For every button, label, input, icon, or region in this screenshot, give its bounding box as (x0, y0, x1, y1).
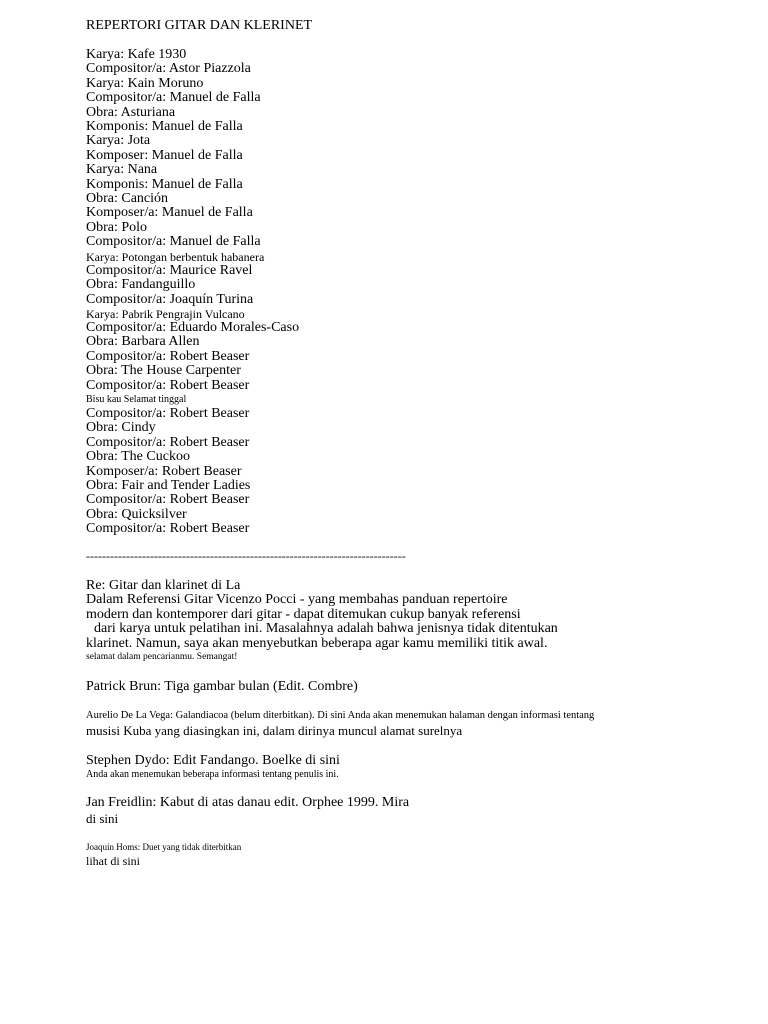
repertoire-line: Compositor/a: Maurice Ravel (86, 262, 253, 278)
repertoire-line: Karya: Nana (86, 162, 158, 178)
repertoire-line: Komponis: Manuel de Falla (86, 176, 243, 192)
reply-line: selamat dalam pencarianmu. Semangat! (86, 652, 238, 663)
reference-entries (86, 679, 726, 869)
repertoire-line: Karya: Potongan berbentuk habanera (86, 249, 265, 264)
repertoire-line: Compositor/a: Joaquín Turina (86, 291, 254, 307)
repertoire-line: Obra: Asturiana (86, 104, 176, 120)
reply-line: modern dan kontemporer dari gitar - dapat ditemukan cukup banyak referensi (86, 606, 521, 622)
entry-detail: Anda akan menemukan beberapa informasi tentang penulis ini. (86, 769, 339, 781)
repertoire-line: Komposer/a: Manuel de Falla (86, 205, 253, 221)
repertoire-line: Obra: Fair and Tender Ladies (86, 477, 251, 493)
repertoire-line: Obra: Barbara Allen (86, 334, 200, 350)
repertoire-line: Compositor/a: Robert Beaser (86, 348, 250, 364)
repertoire-line: Bisu kau Selamat tinggal (86, 393, 187, 405)
reference-entry (86, 753, 726, 781)
repertoire-line: Obra: The House Carpenter (86, 363, 241, 379)
repertoire-line: Obra: Fandanguillo (86, 277, 196, 293)
reference-entry (86, 709, 726, 739)
entry-heading: Jan Freidlin: Kabut di atas danau edit. Orphee 1999. Mira (86, 795, 410, 811)
repertoire-line: Obra: Quicksilver (86, 506, 187, 522)
repertoire-list (86, 48, 726, 537)
reply-line: klarinet. Namun, saya akan menyebutkan beberapa agar kamu memiliki titik awal. (86, 635, 548, 651)
repertoire-line: Compositor/a: Robert Beaser (86, 521, 250, 537)
repertoire-line: Komposer: Manuel de Falla (86, 147, 243, 163)
reply-line: Dalam Referensi Gitar Vicenzo Pocci - yang membahas panduan repertoire (86, 592, 508, 608)
document-page (86, 18, 726, 869)
repertoire-line: Compositor/a: Robert Beaser (86, 492, 250, 508)
repertoire-line: Obra: The Cuckoo (86, 449, 190, 465)
repertoire-line: Obra: Polo (86, 219, 148, 235)
reply-heading: Re: Gitar dan klarinet di La (86, 577, 241, 593)
repertoire-line: Komponis: Manuel de Falla (86, 119, 243, 135)
repertoire-line: Compositor/a: Manuel de Falla (86, 234, 261, 250)
separator-line: -------------------------------------------------------------------------------- (86, 548, 406, 563)
repertoire-line: Compositor/a: Robert Beaser (86, 377, 250, 393)
repertoire-line: Karya: Kafe 1930 (86, 47, 187, 62)
repertoire-line: Compositor/a: Robert Beaser (86, 434, 250, 450)
reference-entry (86, 679, 726, 695)
reference-entry (86, 841, 726, 869)
page-title: REPERTORI GITAR DAN KLERINET (86, 18, 313, 33)
repertoire-line: Obra: Cindy (86, 420, 156, 436)
repertoire-line: Compositor/a: Eduardo Morales-Caso (86, 319, 300, 335)
repertoire-line: Compositor/a: Robert Beaser (86, 405, 250, 421)
entry-detail: musisi Kuba yang diasingkan ini, dalam dirinya muncul alamat surelnya (86, 723, 463, 739)
entry-detail: lihat di sini (86, 854, 140, 869)
entry-heading: Patrick Brun: Tiga gambar bulan (Edit. Combre) (86, 679, 358, 695)
repertoire-line: Compositor/a: Astor Piazzola (86, 61, 251, 77)
repertoire-line: Karya: Pabrik Pengrajin Vulcano (86, 306, 245, 321)
repertoire-line: Komposer/a: Robert Beaser (86, 463, 242, 479)
repertoire-line: Karya: Kain Moruno (86, 75, 204, 91)
entry-heading: Aurelio De La Vega: Galandiacoa (belum diterbitkan). Di sini Anda akan menemukan halaman dengan informasi tentang (86, 710, 595, 722)
reply-block (86, 579, 726, 664)
repertoire-line: Compositor/a: Manuel de Falla (86, 90, 261, 106)
reference-entry (86, 795, 726, 827)
repertoire-line: Obra: Canción (86, 191, 169, 207)
repertoire-line: Karya: Jota (86, 133, 151, 149)
reply-line: dari karya untuk pelatihan ini. Masalahnya adalah bahwa jenisnya tidak ditentukan (94, 621, 558, 637)
entry-heading: Stephen Dydo: Edit Fandango. Boelke di sini (86, 753, 340, 769)
entry-heading: Joaquín Homs: Duet yang tidak diterbitkan (86, 842, 242, 853)
entry-detail: di sini (86, 811, 119, 827)
